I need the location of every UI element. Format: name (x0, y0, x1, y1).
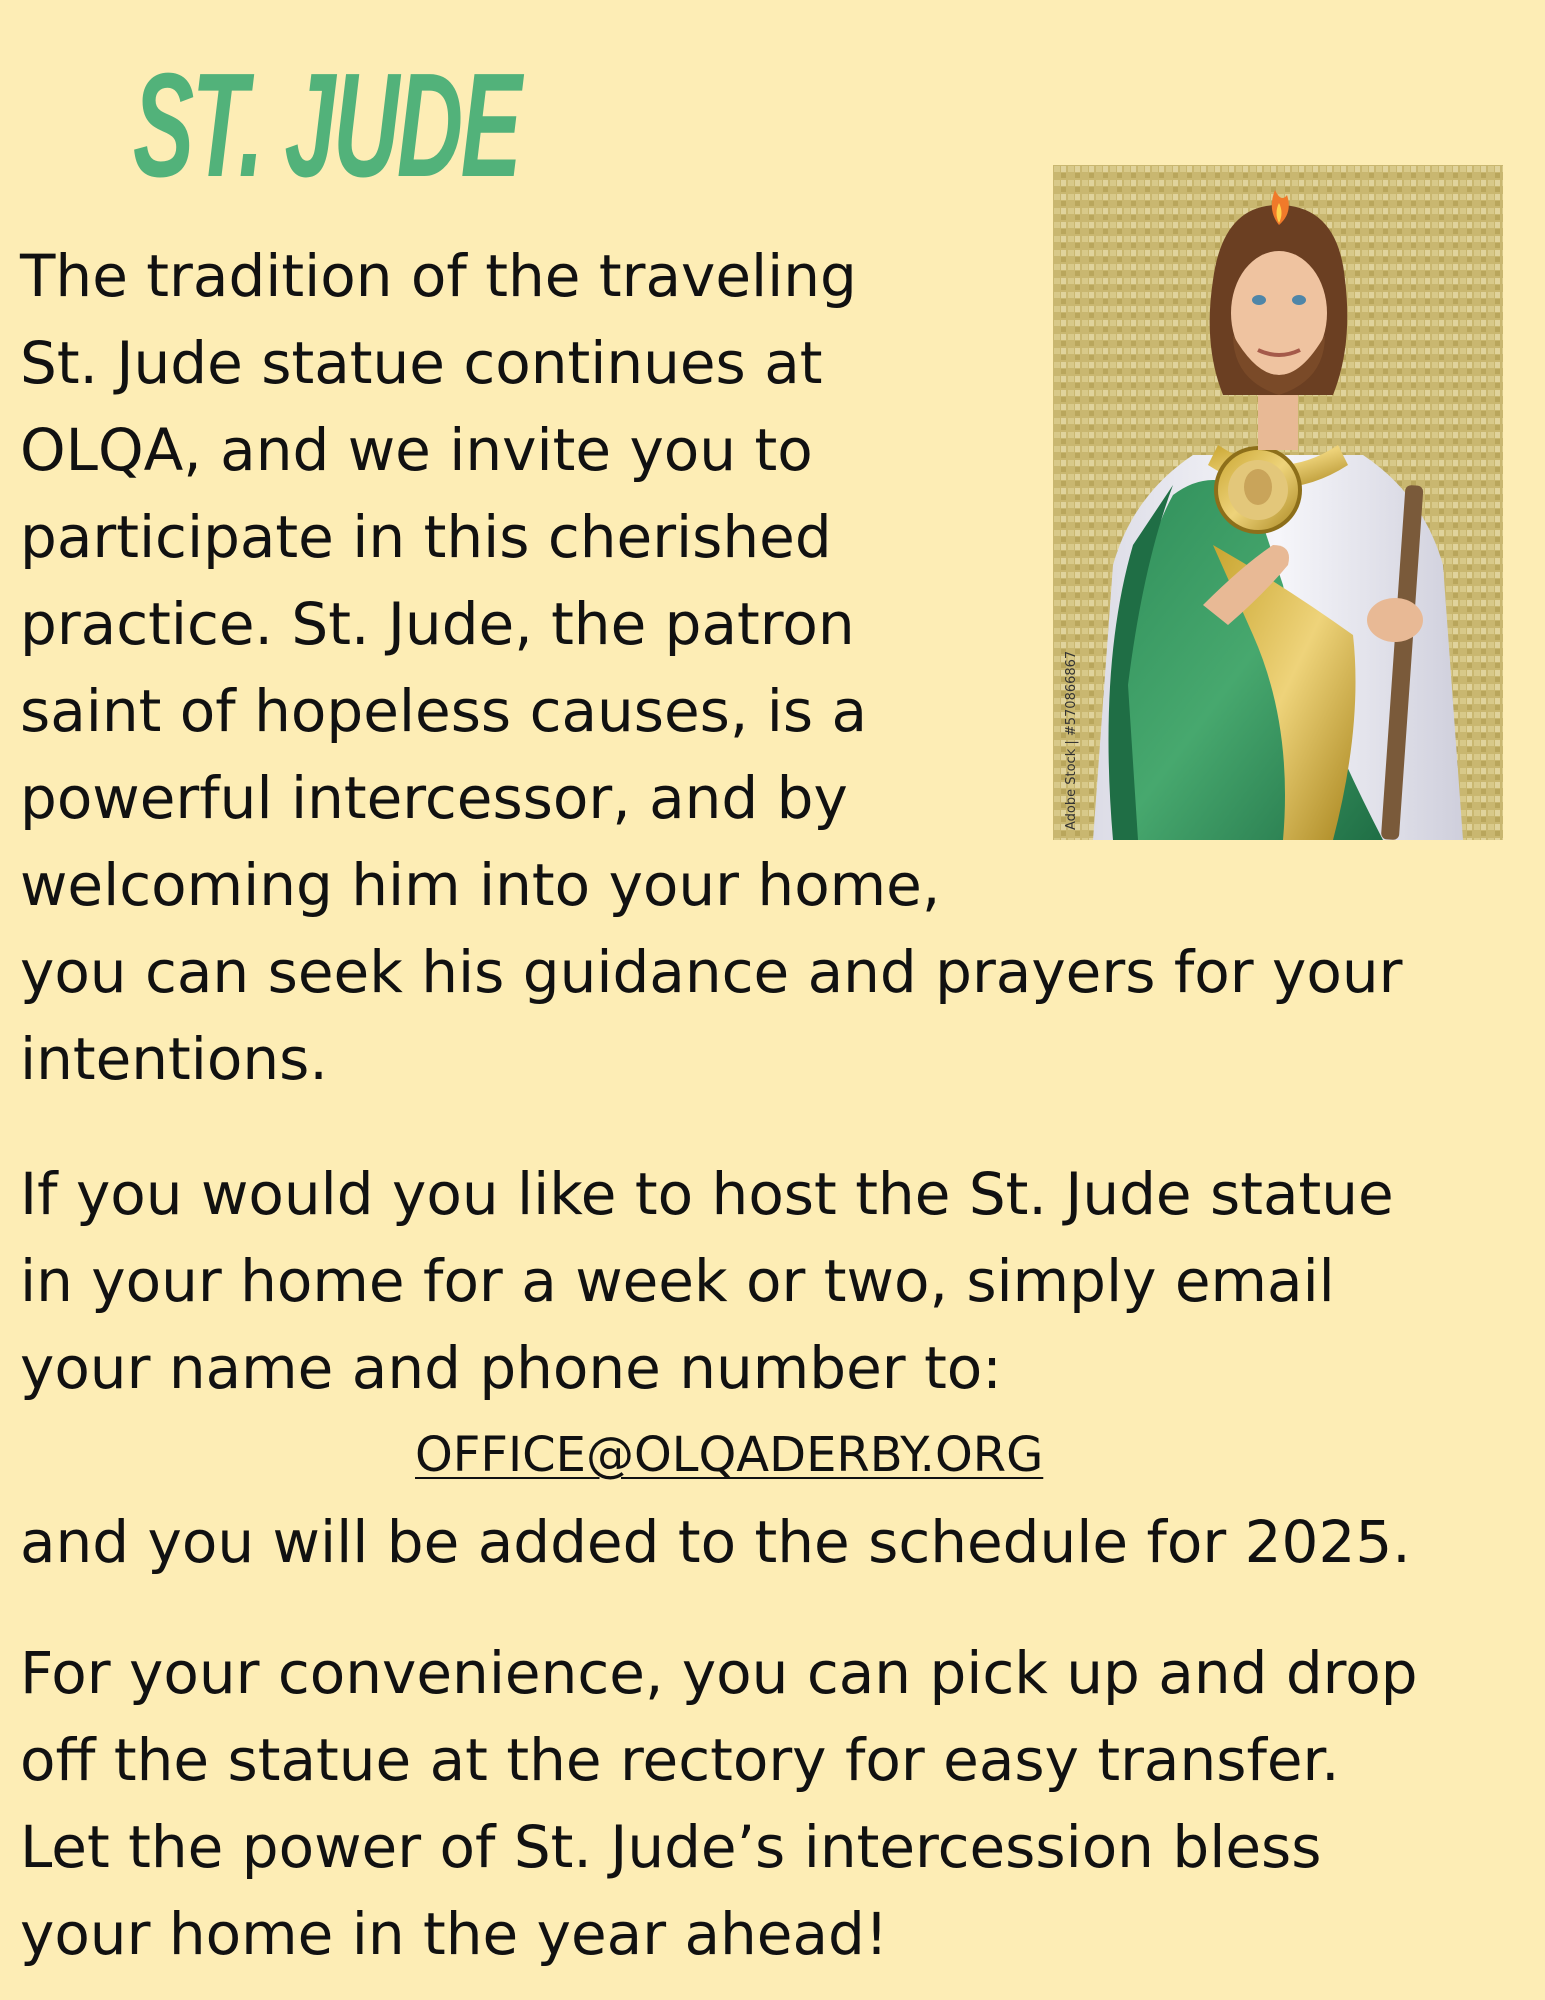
paragraph-line: For your convenience, you can pick up and drop (20, 1639, 1418, 1707)
paragraph-line: St. Jude statue continues at (20, 329, 823, 397)
paragraph-pickup (20, 1630, 1520, 1978)
email-row (20, 1412, 1520, 1499)
paragraph-host-invite (20, 1151, 1520, 1586)
paragraph-line: Let the power of St. Jude’s intercession bless (20, 1813, 1322, 1881)
paragraph-line: off the statue at the rectory for easy transfer. (20, 1726, 1340, 1794)
image-watermark: Adobe Stock | #570866867 (1064, 650, 1079, 830)
paragraph-line: practice. St. Jude, the patron (20, 590, 855, 658)
paragraph-line: you can seek his guidance and prayers for your (20, 938, 1403, 1006)
paragraph-line: intentions. (20, 1025, 328, 1093)
paragraph-line: participate in this cherished (20, 503, 832, 571)
email-link[interactable]: OFFICE@OLQADERBY.ORG (415, 1427, 1044, 1483)
paragraph-line: If you would you like to host the St. Jude statue (20, 1160, 1394, 1228)
paragraph-line: welcoming him into your home, (20, 851, 941, 919)
paragraph-line: in your home for a week or two, simply email (20, 1247, 1335, 1315)
paragraph-line: powerful intercessor, and by (20, 764, 848, 832)
paragraph-line: your name and phone number to: (20, 1334, 1002, 1402)
paragraph-line: your home in the year ahead! (20, 1900, 889, 1968)
paragraph-intro (20, 233, 1520, 1103)
paragraph-line: The tradition of the traveling (20, 242, 857, 310)
paragraph-line: saint of hopeless causes, is a (20, 677, 868, 745)
page-title: ST. JUDE (133, 43, 520, 208)
paragraph-line: OLQA, and we invite you to (20, 416, 813, 484)
paragraph-line: and you will be added to the schedule for 2025. (20, 1508, 1411, 1576)
